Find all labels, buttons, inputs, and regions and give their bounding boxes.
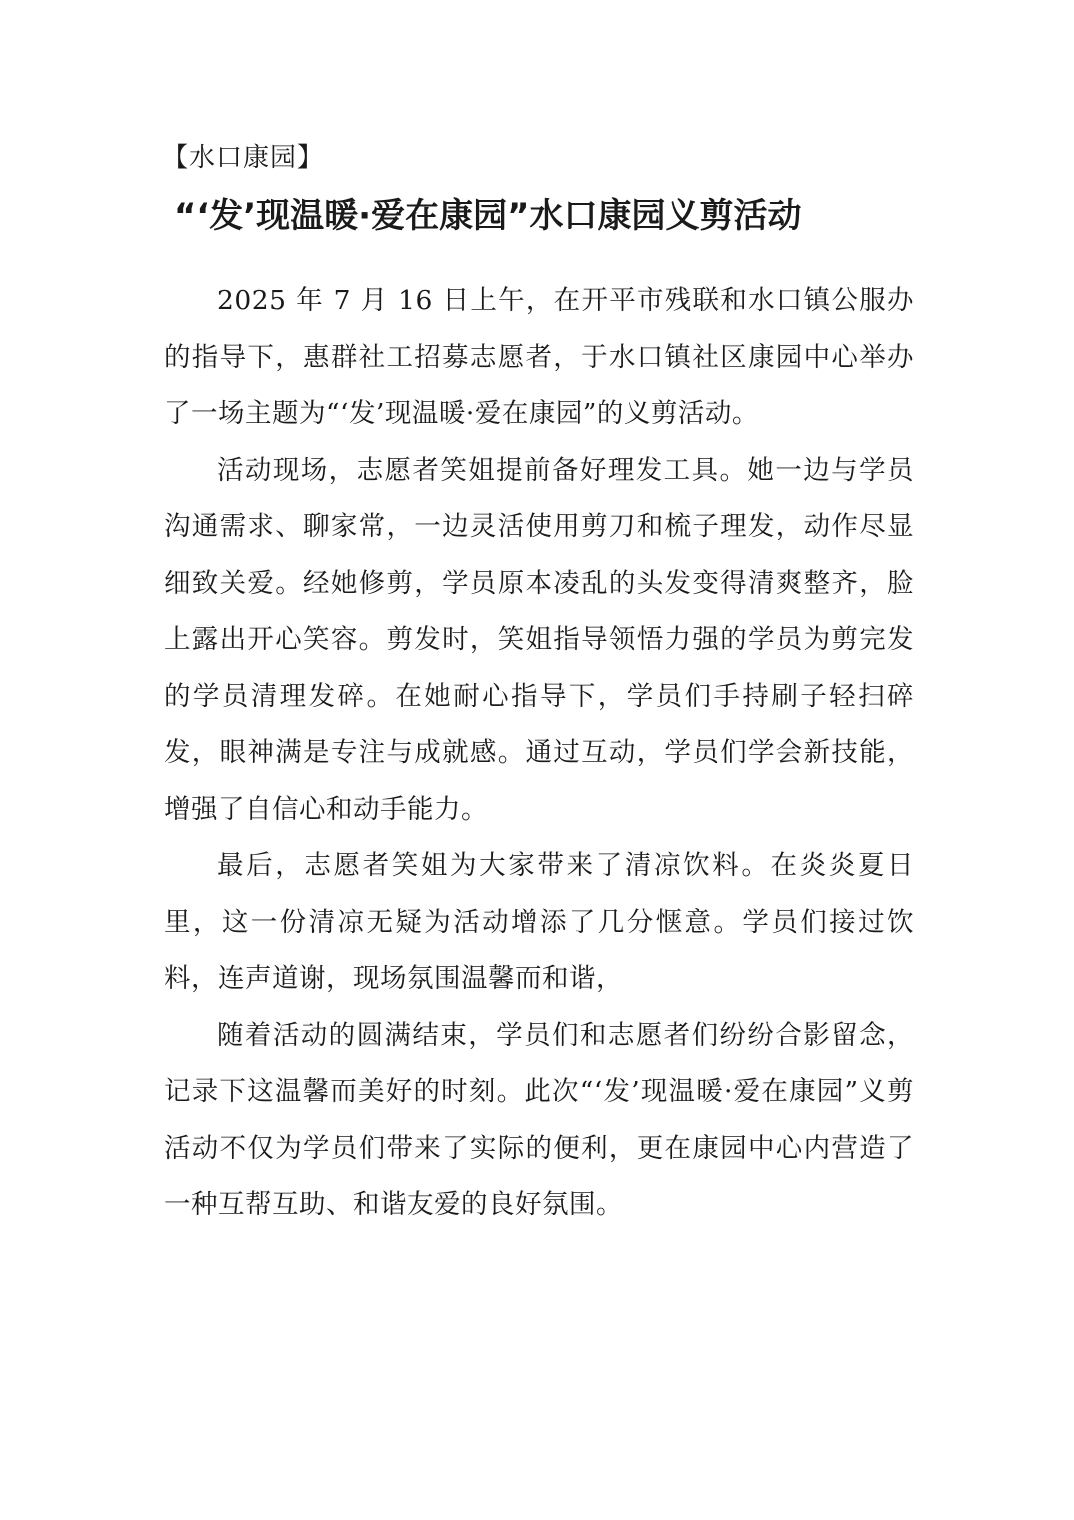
article-body [164, 273, 914, 1234]
paragraph-intro: 2025 年 7 月 16 日上午，在开平市残联和水口镇公服办的指导下，惠群社工招募志愿者，于水口镇社区康园中心举办了一场主题为“‘发’现温暖·爱在康园”的义剪活动。 [164, 285, 914, 429]
paragraph-drinks: 最后，志愿者笑姐为大家带来了清凉饮料。在炎炎夏日里，这一份清凉无疑为活动增添了几分惬意。学员们接过饮料，连声道谢，现场氛围温馨而和谐， [164, 850, 914, 994]
category-tag: 【水口康园】 [162, 143, 325, 173]
article-title: “‘发’现温暖·爱在康园”水口康园义剪活动 [174, 196, 802, 236]
paragraph-activity: 活动现场，志愿者笑姐提前备好理发工具。她一边与学员沟通需求、聊家常，一边灵活使用剪刀和梳子理发，动作尽显细致关爱。经她修剪，学员原本凌乱的头发变得清爽整齐，脸上露出开心笑容。剪发时，笑姐指导领悟力强的学员为剪完发的学员清理发碎。在她耐心指导下，学员们手持刷子轻扫碎发，眼神满是专注与成就感。通过互动，学员们学会新技能，增强了自信心和动手能力。 [164, 454, 914, 825]
paragraph-conclusion: 随着活动的圆满结束，学员们和志愿者们纷纷合影留念，记录下这温馨而美好的时刻。此次“‘发’现温暖·爱在康园”义剪活动不仅为学员们带来了实际的便利，更在康园中心内营造了一种互帮互助、和谐友爱的良好氛围。 [164, 1019, 914, 1220]
